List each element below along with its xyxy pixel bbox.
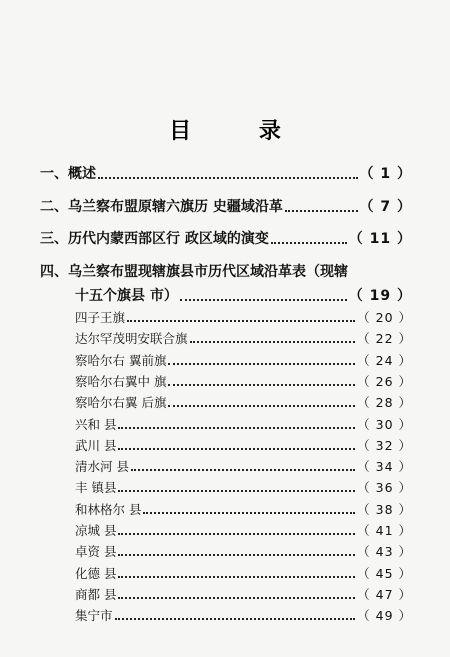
toc-sub-entry-page: （ 38 ）	[357, 501, 412, 517]
toc-sub-entry-label: 四子王旗	[75, 310, 126, 325]
dot-leader	[180, 298, 347, 301]
toc-sub-entry-label: 清水河 县	[75, 459, 129, 475]
toc-entry-4-continuation[interactable]	[75, 285, 412, 305]
dot-leader	[168, 383, 355, 386]
dot-leader	[98, 176, 358, 179]
toc-entry-2[interactable]	[40, 196, 412, 216]
toc-sub-entry-page: （ 24 ）	[357, 352, 412, 368]
toc-sub-entry-page: （ 30 ）	[357, 416, 412, 432]
dot-leader	[271, 241, 347, 244]
dot-leader	[168, 404, 355, 407]
toc-entry-number: 一、	[40, 166, 68, 182]
dot-leader	[190, 340, 356, 343]
toc-sub-entry-label: 兴和 县	[75, 416, 117, 432]
page-title: 目 录	[169, 119, 311, 144]
toc-entry-label: 乌兰察布盟原辖六旗历 史疆域沿革	[68, 199, 283, 215]
dot-leader	[127, 319, 355, 322]
dot-leader	[118, 447, 355, 450]
dot-leader	[118, 553, 355, 556]
toc-sub-entry-label: 化德 县	[75, 565, 117, 581]
toc-sub-entry-page: （ 32 ）	[357, 437, 412, 453]
toc-sub-entry-label: 集宁市	[75, 608, 113, 624]
dot-leader	[118, 596, 355, 599]
toc-sub-entry[interactable]	[75, 478, 412, 496]
toc-sub-entry-label: 商都 县	[75, 586, 117, 602]
toc-sub-entry-page: （ 49 ）	[357, 608, 412, 624]
dot-leader	[118, 532, 355, 535]
dot-leader	[285, 209, 358, 212]
toc-sub-entry-page: （ 26 ）	[357, 373, 412, 389]
dot-leader	[168, 362, 355, 365]
toc-entry-label: 乌兰察布盟现辖旗县市历代区域沿革表（现辖	[68, 264, 348, 280]
toc-entry-number: 三、	[40, 231, 68, 247]
dot-leader	[118, 575, 355, 578]
toc-sub-entry-label: 丰 镇县	[75, 480, 117, 496]
toc-sub-entry[interactable]	[75, 372, 412, 390]
toc-sub-entry-label: 武川 县	[75, 437, 117, 453]
toc-sub-entry-page: （ 41 ）	[357, 523, 412, 538]
toc-entry-number: 二、	[40, 199, 68, 215]
toc-entry-1[interactable]	[40, 163, 412, 183]
toc-sub-entry-label: 察哈尔右 翼前旗	[75, 352, 167, 368]
toc-sub-entry[interactable]	[75, 457, 412, 475]
toc-sub-entry[interactable]	[75, 585, 412, 603]
dot-leader	[115, 617, 356, 620]
toc-sub-entry[interactable]	[75, 500, 412, 518]
toc-sub-entry-label: 达尔罕茂明安联合旗	[75, 331, 188, 347]
toc-entry-number: 四、	[40, 264, 68, 280]
toc-sub-entry-page: （ 45 ）	[357, 565, 412, 581]
dot-leader	[131, 468, 355, 471]
toc-entry-page: （ 11 ）	[348, 231, 412, 247]
toc-sub-entry-page: （ 43 ）	[357, 544, 412, 560]
toc-sub-entry[interactable]	[75, 393, 412, 411]
toc-sub-entry-page: （ 20 ）	[357, 310, 412, 325]
dot-leader	[118, 426, 355, 429]
toc-entry-3[interactable]	[40, 228, 412, 248]
toc-entry-label: 概述	[68, 166, 96, 182]
toc-sub-entry-page: （ 36 ）	[357, 480, 412, 496]
toc-sub-entry[interactable]	[75, 351, 412, 369]
toc-entry-label: 历代内蒙西部区行 政区域的演变	[68, 231, 269, 247]
toc-sub-entry-page: （ 34 ）	[357, 459, 412, 475]
dot-leader	[143, 511, 355, 514]
toc-sub-entry-label: 和林格尔 县	[75, 501, 142, 517]
toc-entry-page: （ 19 ）	[348, 288, 412, 304]
toc-entry-4[interactable]	[40, 261, 412, 281]
toc-sub-entry[interactable]	[75, 521, 412, 539]
toc-entry-page: （ 7 ）	[359, 199, 412, 215]
toc-sub-entry-label: 察哈尔右翼 后旗	[75, 395, 167, 411]
toc-sub-entry[interactable]	[75, 415, 412, 433]
toc-sub-entry-page: （ 22 ）	[357, 331, 412, 347]
toc-entry-page: （ 1 ）	[359, 166, 412, 182]
toc-sub-entry-page: （ 47 ）	[357, 586, 412, 602]
toc-sub-entry-label: 凉城 县	[75, 523, 117, 538]
toc-sub-entry-label: 卓资 县	[75, 544, 117, 560]
toc-sub-entry[interactable]	[75, 329, 412, 347]
toc-sub-entry-label: 察哈尔右翼中 旗	[75, 373, 167, 389]
toc-sub-entry-page: （ 28 ）	[357, 395, 412, 411]
toc-sub-entry[interactable]	[75, 606, 412, 624]
toc-sub-entry[interactable]	[75, 542, 412, 560]
toc-sub-entry[interactable]	[75, 308, 412, 326]
dot-leader	[118, 489, 355, 492]
toc-sub-entry[interactable]	[75, 436, 412, 454]
toc-entry-label: 十五个旗县 市）	[75, 288, 178, 304]
toc-sub-entry[interactable]	[75, 564, 412, 582]
